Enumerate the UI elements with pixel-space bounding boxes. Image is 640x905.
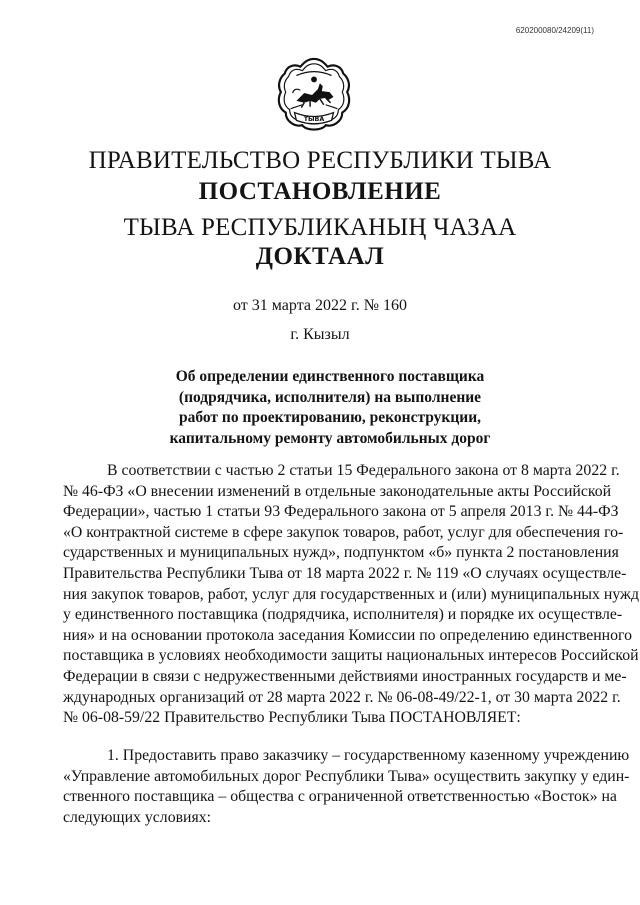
clause-1-paragraph [63, 746, 630, 828]
document-title [150, 367, 510, 449]
government-title-ru: ПРАВИТЕЛЬСТВО РЕСПУБЛИКИ ТЫВА [88, 147, 552, 174]
text-line: ния закупок товаров, работ, услуг для государственных и (или) муниципальных нужд [63, 585, 639, 603]
resolution-title-ru: ПОСТАНОВЛЕНИЕ [198, 178, 442, 205]
text-line: Федерации в связи с недружественными действиями иностранных государств и ме- [63, 667, 627, 685]
text-line: ния» и на основании протокола заседания Комиссии по определению единственного [63, 626, 633, 644]
title-line: (подрядчика, исполнителя) на выполнение [178, 388, 482, 406]
text-line: Правительства Республики Тыва от 18 марта 2022 г. № 119 «О случаях осуществле- [63, 564, 627, 582]
resolution-title-tyv: ДОКТААЛ [255, 243, 385, 270]
text-line: следующих условиях: [63, 808, 212, 826]
title-line: работ по проектированию, реконструкции, [178, 409, 482, 426]
text-line: Федерации», частью 1 статьи 93 Федерального закона от 5 апреля 2013 г. № 44-ФЗ [63, 503, 619, 521]
text-line: поставщика в условиях необходимости защиты национальных интересов Российской [63, 647, 639, 665]
text-line: 1. Предоставить право заказчику – государственному казенному учреждению [107, 747, 630, 764]
city-line: г. Кызыл [290, 326, 350, 343]
text-line: «О контрактной системе в сфере закупок товаров, работ, услуг для обеспечения го- [63, 523, 624, 541]
document-code: 620200080/24209(11) [515, 26, 594, 35]
preamble-paragraph [63, 461, 639, 729]
emblem-label: ТЫВА [303, 115, 325, 123]
text-line: № 06-08-59/22 Правительство Республики Тыва ПОСТАНОВЛЯЕТ: [63, 709, 521, 727]
tuva-emblem-icon [275, 56, 353, 134]
text-line: сударственных и муниципальных нужд», подпунктом «б» пункта 2 постановления [63, 544, 619, 562]
text-line: № 46-ФЗ «О внесении изменений в отдельные законодательные акты Российской [63, 482, 612, 500]
text-line: В соответствии с частью 2 статьи 15 Федерального закона от 8 марта 2022 г. [107, 462, 620, 479]
government-title-tyv: ТЫВА РЕСПУБЛИКАНЫҢ ЧАЗАА [123, 214, 517, 241]
date-number-line: от 31 марта 2022 г. № 160 [233, 297, 407, 314]
text-line: «Управление автомобильных дорог Республики Тыва» осуществить закупку у един- [63, 767, 630, 785]
text-line: ственного поставщика – общества с ограниченной ответственностью «Восток» на [63, 788, 617, 806]
text-line: у единственного поставщика (подрядчика, исполнителя) и порядке их осуществле- [63, 606, 623, 624]
title-line: капитальному ремонту автомобильных дорог [169, 429, 491, 447]
title-line: Об определении единственного поставщика [175, 368, 485, 385]
text-line: ждународных организаций от 28 марта 2022 г. № 06-08-49/22-1, от 30 марта 2022 г. [63, 688, 621, 706]
